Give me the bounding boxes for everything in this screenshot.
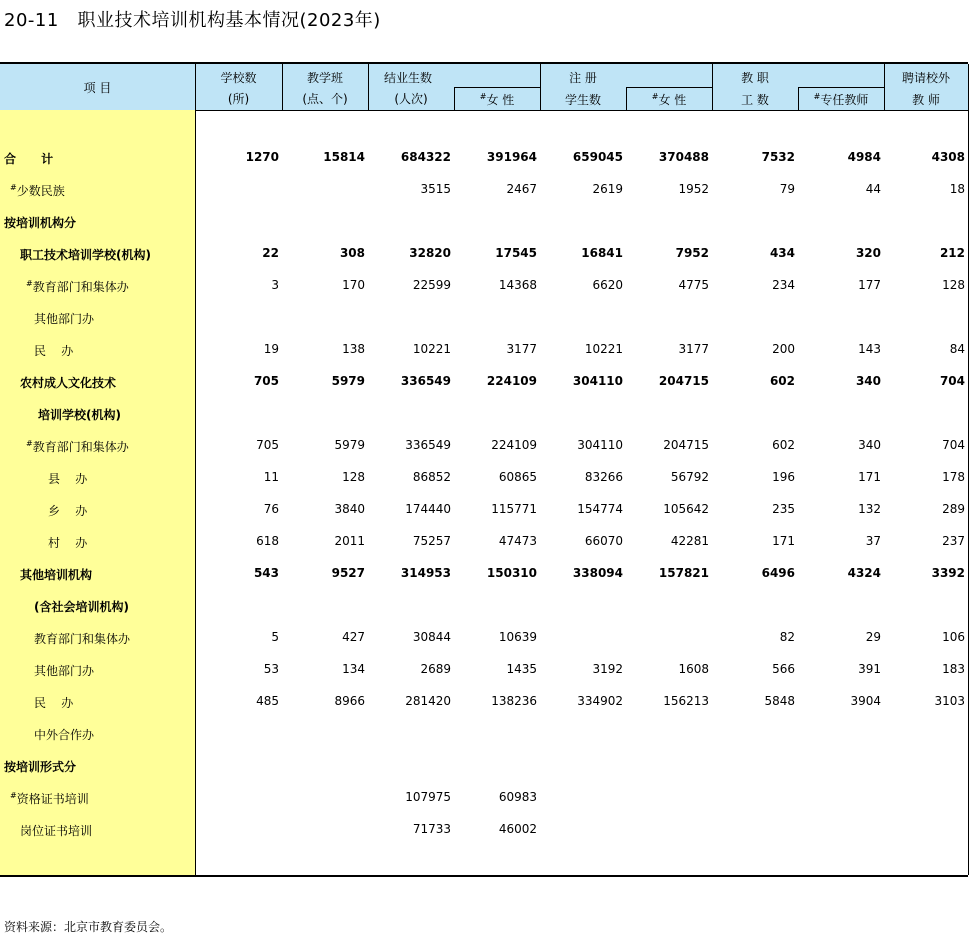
cell-grad-female: 47473 (498, 534, 537, 548)
cell-enroll-female: 1608 (678, 662, 709, 676)
table-row (0, 626, 968, 650)
cell-grad-female: 1435 (506, 662, 537, 676)
cell-enroll-female: 105642 (663, 502, 709, 516)
cell-graduates: 336549 (400, 374, 451, 388)
cell-graduates: 336549 (405, 438, 451, 452)
cell-graduates: 22599 (412, 278, 451, 292)
cell-classes: 3840 (334, 502, 365, 516)
header-schools: 学校数 (220, 71, 257, 85)
cell-graduates: 75257 (412, 534, 451, 548)
cell-classes: 5979 (334, 438, 365, 452)
cell-fulltime-teachers: 29 (865, 630, 881, 644)
table-row (0, 402, 968, 426)
cell-fulltime-teachers: 391 (858, 662, 881, 676)
cell-grad-female: 2467 (506, 182, 537, 196)
cell-external-teachers: 704 (939, 374, 965, 388)
header-staff-unit: 工 数 (741, 93, 769, 107)
header-enroll-female: #女 性 (651, 92, 687, 107)
cell-enroll-female: 56792 (670, 470, 709, 484)
cell-fulltime-teachers: 132 (858, 502, 881, 516)
cell-schools: 5 (271, 630, 279, 644)
cell-staff: 5848 (764, 694, 795, 708)
cell-enroll-female: 42281 (670, 534, 709, 548)
cell-enroll-female: 157821 (658, 566, 709, 580)
table-row (0, 754, 968, 778)
cell-staff: 234 (772, 278, 795, 292)
cell-enroll-students: 304110 (577, 438, 623, 452)
cell-external-teachers: 3103 (934, 694, 965, 708)
cell-grad-female: 60865 (498, 470, 537, 484)
row-label: #资格证书培训 (10, 791, 89, 806)
cell-fulltime-teachers: 320 (855, 246, 881, 260)
cell-fulltime-teachers: 44 (865, 182, 881, 196)
cell-graduates: 281420 (405, 694, 451, 708)
table-row (0, 722, 968, 746)
bottom-rule (0, 875, 968, 877)
table-row (0, 658, 968, 682)
row-label: #少数民族 (10, 183, 65, 198)
header-graduates: 结业生数 (384, 71, 433, 85)
cell-graduates: 30844 (412, 630, 451, 644)
cell-enroll-students: 304110 (572, 374, 623, 388)
row-label: (含社会培训机构) (34, 600, 129, 614)
row-label: 其他培训机构 (20, 568, 93, 582)
cell-enroll-students: 659045 (572, 150, 623, 164)
cell-schools: 543 (253, 566, 279, 580)
table-row (0, 146, 968, 170)
table-row (0, 498, 968, 522)
cell-staff: 602 (772, 438, 795, 452)
cell-classes: 170 (342, 278, 365, 292)
cell-staff: 7532 (761, 150, 795, 164)
row-label: #教育部门和集体办 (26, 439, 129, 454)
cell-fulltime-teachers: 340 (858, 438, 881, 452)
row-label: 合 计 (4, 152, 54, 166)
cell-graduates: 2689 (420, 662, 451, 676)
cell-grad-female: 17545 (495, 246, 537, 260)
cell-enroll-students: 154774 (577, 502, 623, 516)
cell-fulltime-teachers: 4324 (847, 566, 881, 580)
cell-schools: 705 (253, 374, 279, 388)
table-row (0, 786, 968, 810)
cell-fulltime-teachers: 4984 (847, 150, 881, 164)
cell-external-teachers: 106 (942, 630, 965, 644)
cell-schools: 19 (263, 342, 279, 356)
cell-fulltime-teachers: 143 (858, 342, 881, 356)
cell-graduates: 684322 (400, 150, 451, 164)
cell-enroll-female: 7952 (675, 246, 709, 260)
header-classes-unit: (点、个) (302, 92, 348, 106)
table-row (0, 370, 968, 394)
table-row (0, 562, 968, 586)
cell-classes: 138 (342, 342, 365, 356)
cell-graduates: 32820 (409, 246, 451, 260)
source-note: 资料来源：北京市教育委员会。 (4, 920, 173, 934)
row-label: 乡 办 (48, 504, 88, 518)
cell-external-teachers: 704 (942, 438, 965, 452)
cell-enroll-female: 1952 (678, 182, 709, 196)
cell-classes: 427 (342, 630, 365, 644)
cell-external-teachers: 18 (949, 182, 965, 196)
cell-enroll-students: 3192 (592, 662, 623, 676)
table-row (0, 690, 968, 714)
cell-external-teachers: 237 (942, 534, 965, 548)
table-row (0, 466, 968, 490)
cell-schools: 22 (262, 246, 279, 260)
cell-classes: 15814 (323, 150, 365, 164)
cell-graduates: 86852 (412, 470, 451, 484)
cell-staff: 79 (779, 182, 795, 196)
cell-enroll-female: 204715 (658, 374, 709, 388)
row-label: 按培训形式分 (4, 760, 77, 774)
table-row (0, 210, 968, 234)
header-enroll-students: 学生数 (564, 93, 601, 107)
header-schools-unit: (所) (227, 92, 250, 106)
row-label: 培训学校(机构) (38, 408, 121, 422)
table-row (0, 306, 968, 330)
cell-classes: 128 (342, 470, 365, 484)
cell-enroll-students: 83266 (584, 470, 623, 484)
table-row (0, 242, 968, 266)
header-external-teachers-unit: 教 师 (912, 93, 940, 107)
cell-grad-female: 224109 (491, 438, 537, 452)
cell-classes: 5979 (331, 374, 365, 388)
row-label: 村 办 (48, 536, 88, 550)
header-classes: 教学班 (306, 71, 343, 85)
cell-fulltime-teachers: 171 (858, 470, 881, 484)
table-row (0, 434, 968, 458)
cell-grad-female: 150310 (486, 566, 537, 580)
row-label: 民 办 (34, 344, 74, 358)
cell-classes: 8966 (334, 694, 365, 708)
cell-enroll-students: 334902 (577, 694, 623, 708)
cell-external-teachers: 289 (942, 502, 965, 516)
cell-external-teachers: 84 (949, 342, 965, 356)
cell-external-teachers: 183 (942, 662, 965, 676)
cell-grad-female: 46002 (498, 822, 537, 836)
cell-enroll-students: 66070 (584, 534, 623, 548)
cell-grad-female: 3177 (506, 342, 537, 356)
cell-schools: 1270 (245, 150, 279, 164)
cell-fulltime-teachers: 37 (865, 534, 881, 548)
row-label: 中外合作办 (34, 728, 95, 742)
row-label: 县 办 (48, 472, 88, 486)
cell-enroll-students: 10221 (584, 342, 623, 356)
cell-classes: 9527 (331, 566, 365, 580)
cell-enroll-female: 204715 (663, 438, 709, 452)
cell-schools: 76 (263, 502, 279, 516)
cell-graduates: 314953 (400, 566, 451, 580)
row-label: 农村成人文化技术 (20, 376, 117, 390)
cell-graduates: 71733 (412, 822, 451, 836)
row-label: 按培训机构分 (4, 216, 77, 230)
cell-grad-female: 60983 (498, 790, 537, 804)
table-row (0, 274, 968, 298)
row-label: 职工技术培训学校(机构) (20, 248, 151, 262)
cell-schools: 618 (256, 534, 279, 548)
cell-fulltime-teachers: 340 (855, 374, 881, 388)
cell-staff: 196 (772, 470, 795, 484)
cell-fulltime-teachers: 3904 (850, 694, 881, 708)
cell-grad-female: 14368 (498, 278, 537, 292)
cell-staff: 602 (769, 374, 795, 388)
cell-enroll-female: 370488 (658, 150, 709, 164)
cell-classes: 308 (339, 246, 365, 260)
cell-graduates: 10221 (412, 342, 451, 356)
cell-enroll-students: 2619 (592, 182, 623, 196)
cell-grad-female: 391964 (486, 150, 537, 164)
header-item: 项 目 (83, 81, 112, 95)
table-row (0, 818, 968, 842)
cell-staff: 82 (779, 630, 795, 644)
header-staff: 教 职 (741, 71, 769, 85)
header-grad-female: #女 性 (479, 92, 515, 107)
cell-staff: 200 (772, 342, 795, 356)
cell-external-teachers: 212 (939, 246, 965, 260)
header-fulltime-teachers: #专任教师 (813, 92, 869, 107)
cell-enroll-female: 3177 (678, 342, 709, 356)
cell-fulltime-teachers: 177 (858, 278, 881, 292)
cell-graduates: 107975 (405, 790, 451, 804)
cell-external-teachers: 128 (942, 278, 965, 292)
cell-classes: 134 (342, 662, 365, 676)
cell-enroll-students: 6620 (592, 278, 623, 292)
header-enrollment: 注 册 (569, 71, 597, 85)
cell-external-teachers: 4308 (931, 150, 965, 164)
cell-schools: 485 (256, 694, 279, 708)
cell-external-teachers: 3392 (931, 566, 965, 580)
cell-schools: 705 (256, 438, 279, 452)
table-row (0, 338, 968, 362)
cell-grad-female: 10639 (498, 630, 537, 644)
header-external-teachers: 聘请校外 (901, 71, 950, 85)
cell-external-teachers: 178 (942, 470, 965, 484)
row-label: 其他部门办 (34, 664, 95, 678)
table-header (0, 62, 968, 111)
cell-staff: 434 (769, 246, 795, 260)
cell-classes: 2011 (334, 534, 365, 548)
cell-enroll-students: 16841 (581, 246, 623, 260)
row-label: #教育部门和集体办 (26, 279, 129, 294)
cell-grad-female: 224109 (486, 374, 537, 388)
cell-schools: 53 (263, 662, 279, 676)
table-row (0, 530, 968, 554)
cell-staff: 566 (772, 662, 795, 676)
cell-grad-female: 138236 (491, 694, 537, 708)
table-title: 20-11 职业技术培训机构基本情况(2023年) (4, 10, 381, 31)
cell-schools: 3 (271, 278, 279, 292)
header-graduates-unit: (人次) (394, 92, 428, 106)
row-label: 其他部门办 (34, 312, 95, 326)
cell-staff: 6496 (761, 566, 795, 580)
row-label: 岗位证书培训 (20, 824, 93, 838)
row-label: 民 办 (34, 696, 74, 710)
cell-graduates: 3515 (420, 182, 451, 196)
cell-graduates: 174440 (405, 502, 451, 516)
cell-grad-female: 115771 (491, 502, 537, 516)
table-row (0, 594, 968, 618)
cell-staff: 235 (772, 502, 795, 516)
table-row (0, 178, 968, 202)
cell-staff: 171 (772, 534, 795, 548)
cell-enroll-female: 4775 (678, 278, 709, 292)
cell-enroll-female: 156213 (663, 694, 709, 708)
row-label: 教育部门和集体办 (34, 632, 131, 646)
cell-schools: 11 (263, 470, 279, 484)
cell-enroll-students: 338094 (572, 566, 623, 580)
